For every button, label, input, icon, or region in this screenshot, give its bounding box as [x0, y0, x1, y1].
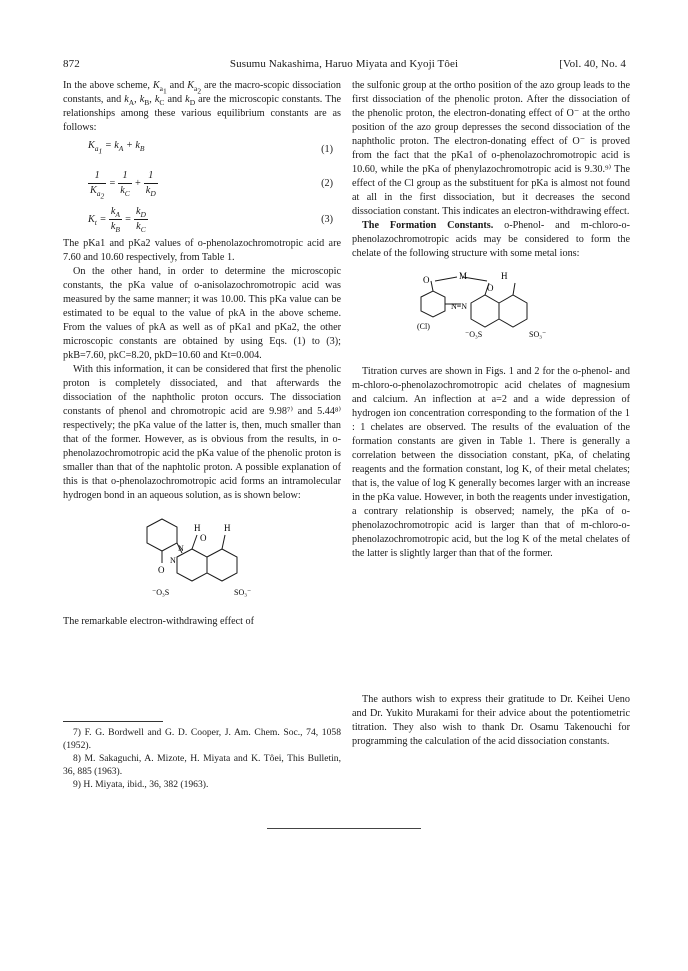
struct1-label-7: SO₃⁻ — [234, 588, 252, 597]
struct1-label-3: O — [158, 565, 165, 575]
struct1-label-4: N — [178, 544, 184, 553]
equation-1: $K_{a_1} = k_A + k_B$ (1) — [88, 140, 333, 156]
section-heading-formation-constants: The Formation Constants. — [362, 220, 494, 231]
reference-7: 7) F. G. Bordwell and G. D. Cooper, J. Am. Chem. Soc., 74, 1058 (1952). — [63, 727, 341, 751]
paragraph-pka-values: The pKa1 and pKa2 values of o-phenolazochromotropic acid are 7.60 and 10.60 respectively, from Table 1. — [63, 238, 341, 263]
references-section — [63, 718, 341, 791]
reference-9: 9) H. Miyata, ibid., 36, 382 (1963). — [73, 779, 209, 790]
struct2-label-6: SO₃⁻ — [529, 330, 547, 339]
struct2-label-4: N=N — [451, 302, 468, 311]
left-column — [63, 79, 341, 629]
page-number: 872 — [63, 58, 80, 70]
equation-3: $K_t$ = $\frac{k_A}{k_B}$ = $\frac{k_D}{k_C}$ (3) — [88, 206, 333, 235]
paragraph-formation-constants: The Formation Constants. o-Phenol- and m-chloro-o-phenolazochromotropic acids may be considered to form the chelate of the following structure with some metal ions: — [352, 220, 630, 259]
paragraph-electron-withdrawing: The remarkable electron-withdrawing effect of — [63, 616, 255, 627]
reference-8: 8) M. Sakaguchi, A. Mizote, H. Miyata and K. Tôei, This Bulletin, 36, 885 (1963). — [63, 753, 341, 777]
struct1-label-1: H — [224, 523, 231, 533]
metal-chelate-structure-diagram — [401, 267, 581, 359]
right-column — [352, 79, 630, 561]
equation-2: $\frac{1}{K_{a_2}}$ = $\frac{1}{k_C}$ + $\frac{1}{k_D}$ (2) — [90, 170, 333, 201]
hydrogen-bond-structure-diagram — [122, 509, 282, 609]
struct2-label-3: O — [487, 283, 494, 293]
struct1-label-5: N — [170, 556, 176, 565]
paragraph-sulfonic-effect: the sulfonic group at the ortho position of the azo group leads to the first dissociation of the phenolic proton. After the dissociation of the phenolic proton, the electron-donating effect of O⁻ at the ortho position of the azo group depresses the second dissociation of the naphtholic proton. The electron-donating effect of O⁻ is proved from the fact that the pKa1 of o-phenolazochromotropic acid is 10.60, while the pKa of phenylazochromotropic acid is 9.30.⁹⁾ The effect of the Cl group as the substituent for pKa is almost not found at all in the first dissociation, but it decreases the second dissociation constant. This indicates an electron-withdrawing effect. — [352, 80, 630, 217]
struct2-label-1: H — [501, 271, 508, 281]
acknowledgment-text: The authors wish to express their gratitude to Dr. Keihei Ueno and Dr. Yukito Murakami for their advice about the potentiometric titration. They also wish to thank Dr. Osamu Takenouchi for programming the calculation of the acid dissociation constants. — [352, 694, 630, 747]
acknowledgment-section — [352, 693, 630, 749]
struct2-label-5: ⁻O₃S — [465, 330, 483, 339]
paragraph-titration-curves: Titration curves are shown in Figs. 1 and 2 for the o-phenol- and m-chloro-o-phenolazochromotropic acid chelates of magnesium and calcium. An inflection at a=2 and a wide depression of hydrogen ion concentration corresponding to the formation of the 1 : 1 chelates are observed. The results of the evaluation of the formation constants are given in Table 1. There is generally a correlation between the dissociation constant, pKa, of chelating reagents and the formation constant, log K, of their metal chelates; that is, the value of log K generally becomes larger with an increase in the pKa value. However, in both the reagents under investigation, a contrary relationship is observed; namely, the pKa of o-phenolazochromotropic acid is larger than that of m-chloro-o-phenolazochromotropic acid, but the log K of the metal chelates of the latter is slightly larger than that of the former. — [352, 366, 630, 559]
running-header-authors: Susumu Nakashima, Haruo Miyata and Kyoji Tôei — [229, 58, 459, 70]
struct2-label-2: O — [423, 275, 430, 285]
paragraph-microscopic-constants: On the other hand, in order to determine the microscopic constants, the pKa value of o-anisolazochromotropic acid was measured by the same manner; it was 10.00. This pKa value can be estimated to be equal to the value of pkA in the above scheme. From the values of pkA as well as of pKa1 and pKa2, the other microscopic constants are obtained by using Eqs. (1) to (3); pkB=7.60, pkC=8.20, pkD=10.60 and Kt=0.004. — [63, 266, 341, 361]
end-of-article-rule — [267, 828, 421, 829]
struct1-label-0: H — [194, 523, 201, 533]
struct1-label-6: ⁻O₃S — [152, 588, 170, 597]
struct2-label-0: M — [459, 271, 468, 281]
struct2-label-7: (Cl) — [417, 322, 430, 331]
references-divider — [63, 721, 163, 722]
paragraph-scheme-intro: In the above scheme, $K_{a_1}$ and $K_{a_2}$ are the macro-scopic dissociation constants, and $k_A$, $k_B$, $k_C$ and $k_D$ are the microscopic constants. The relationships among these various equilibrium constants are as follows: — [63, 80, 342, 133]
struct1-label-2: O — [200, 533, 207, 543]
running-header-volume: [Vol. 40, No. 4 — [559, 58, 626, 70]
paragraph-dissociation-order: With this information, it can be considered that first the phenolic proton is completely dissociated, and that afterwards the dissociation of the naphtholic proton occurs. The dissociation constants of phenol and chromotropic acid are 9.98⁷⁾ and 5.44⁸⁾ respectively; the pKa value of the latter is, then, much smaller than that of the former. However, as is obvious from the results, in o-phenolazochromotropic acid the pKa value of the phenolic proton is smaller than that of the naphtolic proton. A possible explanation of this is that o-phenolazochromotropic acid forms an intramolecular hydrogen bond in an aqueous solution, as is shown below: — [63, 364, 341, 501]
